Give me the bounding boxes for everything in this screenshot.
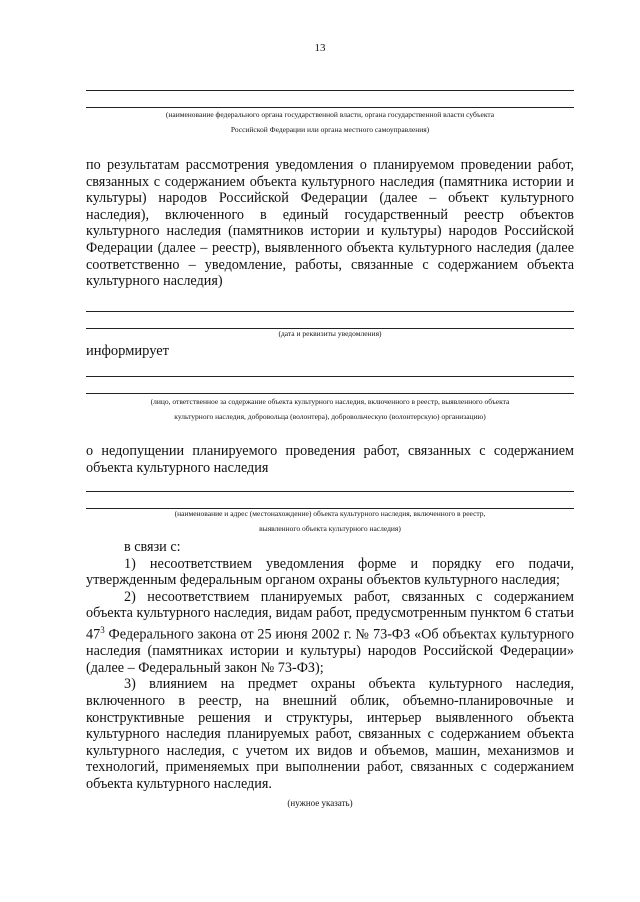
caption-authority	[86, 107, 574, 137]
reasons-block	[86, 539, 574, 793]
caption-authority-line2: Российской Федерации или органа местного самоуправления)	[230, 125, 430, 134]
intro-paragraph-text: по результатам рассмотрения уведомления о планируемом проведении работ, связанных с содержанием объекта культурного наследия (памятника истории и культуры) народов Российской Федерации (далее – объект культурного наследия), включенного в единый государственный реестр объектов культурного наследия (памятников истории и культуры) народов Российской Федерации (далее – реестр), выявленного объекта культурного наследия (далее соответственно – уведомление, работы, связанные с содержанием объекта культурного наследия)	[86, 157, 574, 290]
page-number: 13	[314, 42, 326, 54]
caption-notification: (дата и реквизиты уведомления)	[278, 329, 382, 338]
caption-specify: (нужное указать)	[287, 798, 353, 808]
blank-line-person-1	[86, 376, 574, 377]
reason-item-1: 1) несоответствием уведомления форме и порядку его подачи, утвержденным федеральным органом охраны объектов культурного наследия;	[86, 555, 574, 589]
reason-item-2-part2: Федерального закона от 25 июня 2002 г. № 73-ФЗ «Об объектах культурного наследия (памятниках истории и культуры) народов Российской Федерации» (далее – Федеральный закон № 73-ФЗ);	[86, 626, 574, 676]
informs-word: информирует	[86, 343, 170, 359]
blank-line-object-1	[86, 491, 574, 492]
inadmissibility-text: о недопущении планируемого проведения работ, связанных с содержанием объекта культурного наследия	[86, 443, 574, 476]
reason-item-2	[86, 589, 574, 677]
caption-object-line1: (наименование и адрес (местонахождение) объекта культурного наследия, включенного в реестр,	[174, 509, 486, 518]
caption-person-line1: (лицо, ответственное за содержание объекта культурного наследия, включенного в реестр, выявленного объекта	[150, 397, 510, 406]
caption-object	[86, 506, 574, 536]
inadmissibility-paragraph	[86, 443, 574, 476]
due-to-label: в связи с:	[124, 539, 181, 555]
intro-paragraph	[86, 157, 574, 290]
blank-line-notification-1	[86, 311, 574, 312]
caption-person	[86, 394, 574, 424]
reason-item-2-part1: 2) несоответствием планируемых работ, связанных с содержанием объекта культурного наследия, видам работ, предусмотренным пунктом 6 статьи 47	[86, 588, 574, 643]
reason-item-2-superscript: 3	[100, 624, 105, 635]
reason-item-3: 3) влиянием на предмет охраны объекта культурного наследия, включенного в реестр, на внешний облик, объемно-планировочные и конструктивные решения и структуры, интерьер выявленного объекта культурного наследия планируемых работ, связанных с содержанием объекта культурного наследия, с учетом их видов и объемов, машин, механизмов и технологий, применяемых при выполнении работ, связанных с содержанием объекта культурного наследия.	[86, 676, 574, 793]
blank-line-authority-1	[86, 90, 574, 91]
caption-person-line2: культурного наследия, добровольца (волонтера), добровольческую (волонтерскую) организацию)	[174, 412, 486, 421]
caption-authority-line1: (наименование федерального органа государственной власти, органа государственной власти субъекта	[165, 110, 495, 119]
caption-object-line2: выявленного объекта культурного наследия)	[259, 524, 401, 533]
